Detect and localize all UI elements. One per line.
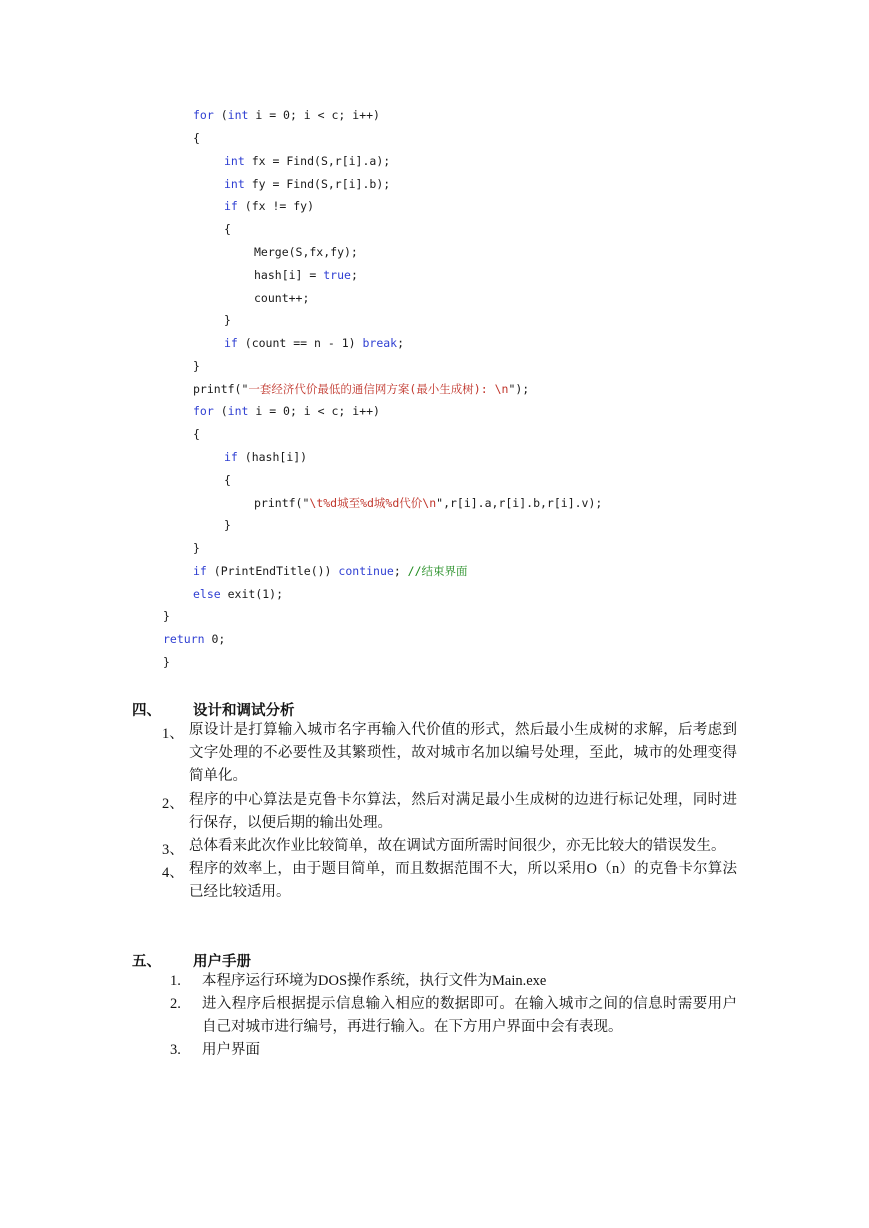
- code-line: }: [224, 313, 231, 327]
- keyword: for: [193, 108, 214, 122]
- code-text: ;: [397, 336, 405, 350]
- list-item: 程序的中心算法是克鲁卡尔算法，然后对满足最小生成树的边进行标记处理，同时进行保存，以便后期的输出处理。: [189, 792, 737, 831]
- code-line: [163, 628, 225, 650]
- code-text: fy = Find(S,r[i].b);: [244, 177, 391, 191]
- list-item: 总体看来此次作业比较简单，故在调试方面所需时间很少，亦无比较大的错误发生。: [189, 838, 726, 854]
- keyword: if: [224, 450, 238, 464]
- keyword: int: [227, 404, 249, 418]
- keyword: if: [224, 336, 238, 350]
- list-item: 进入程序后根据提示信息输入相应的数据即可。在输入城市之间的信息时需要用户自己对城市进行编号，再进行输入。在下方用户界面中会有表现。: [202, 996, 737, 1035]
- code-text: (fx != fy): [237, 199, 315, 213]
- section-title: 设计和调试分析: [193, 703, 295, 719]
- keyword: if: [193, 564, 207, 578]
- keyword: break: [362, 336, 398, 350]
- list-item-number: 3、: [162, 842, 184, 858]
- code-text: ;: [350, 268, 358, 282]
- code-comment: //结束界面: [407, 564, 468, 578]
- list-item-number: 3.: [170, 1042, 181, 1058]
- section-number: 五、: [132, 954, 161, 970]
- list-item: 本程序运行环境为DOS操作系统，执行文件为Main.exe: [202, 973, 547, 989]
- code-line: [193, 378, 529, 400]
- section-title: 用户手册: [193, 954, 251, 970]
- list-item-number: 2.: [170, 996, 181, 1012]
- keyword: int: [224, 154, 245, 168]
- code-line: }: [193, 541, 200, 555]
- keyword: int: [224, 177, 245, 191]
- list-item-number: 2、: [162, 796, 184, 812]
- code-line: [254, 264, 358, 286]
- code-line: }: [163, 609, 170, 623]
- code-line: [224, 446, 307, 468]
- section-number: 四、: [132, 703, 161, 719]
- code-line: }: [224, 518, 231, 532]
- code-text: (hash[i]): [237, 450, 308, 464]
- code-text: printf(": [193, 382, 249, 396]
- list-item: 程序的效率上，由于题目简单，而且数据范围不大，所以采用O（n）的克鲁卡尔算法已经比较适用。: [189, 861, 737, 900]
- code-line: [224, 332, 404, 354]
- code-text: 0;: [204, 632, 226, 646]
- list-item: 用户界面: [202, 1042, 260, 1058]
- keyword: return: [163, 632, 205, 646]
- keyword: else: [193, 587, 221, 601]
- list-item: 原设计是打算输入城市名字再输入代价值的形式，然后最小生成树的求解，后考虑到文字处理的不必要性及其繁琐性，故对城市名加以编号处理，至此，城市的处理变得简单化。: [189, 722, 737, 784]
- code-line: [224, 195, 314, 217]
- code-line: count++;: [254, 291, 310, 305]
- string-literal: 一套经济代价最低的通信网方案(最小生成树): \n: [248, 382, 509, 396]
- code-line: [254, 492, 602, 514]
- code-text: ");: [508, 382, 530, 396]
- code-text: exit(1);: [220, 587, 284, 601]
- code-line: {: [224, 222, 231, 236]
- list-item-number: 1、: [162, 726, 184, 742]
- code-line: [224, 150, 390, 172]
- code-text: i = 0; i < c; i++): [248, 404, 380, 418]
- code-text: (: [213, 404, 228, 418]
- code-text: ",r[i].a,r[i].b,r[i].v);: [436, 496, 603, 510]
- code-line: }: [193, 359, 200, 373]
- code-text: printf(": [254, 496, 310, 510]
- code-line: [193, 400, 380, 422]
- code-line: {: [193, 131, 200, 145]
- code-line: [193, 104, 380, 126]
- code-line: [224, 173, 390, 195]
- code-text: (count == n - 1): [237, 336, 363, 350]
- code-line: }: [163, 655, 170, 669]
- keyword: continue: [338, 564, 394, 578]
- code-line: [193, 560, 468, 582]
- keyword: for: [193, 404, 214, 418]
- string-literal: \t%d城至%d城%d代价\n: [309, 496, 437, 510]
- code-text: i = 0; i < c; i++): [248, 108, 380, 122]
- code-text: hash[i] =: [254, 268, 324, 282]
- code-text: (: [213, 108, 228, 122]
- list-item-number: 4、: [162, 865, 184, 881]
- keyword: if: [224, 199, 238, 213]
- code-text: (PrintEndTitle()): [206, 564, 339, 578]
- code-text: fx = Find(S,r[i].a);: [244, 154, 391, 168]
- list-item-number: 1.: [170, 973, 181, 989]
- code-line: {: [193, 427, 200, 441]
- code-line: [193, 583, 283, 605]
- code-line: Merge(S,fx,fy);: [254, 245, 358, 259]
- keyword: true: [323, 268, 351, 282]
- keyword: int: [227, 108, 249, 122]
- code-line: {: [224, 473, 231, 487]
- code-text: ;: [393, 564, 408, 578]
